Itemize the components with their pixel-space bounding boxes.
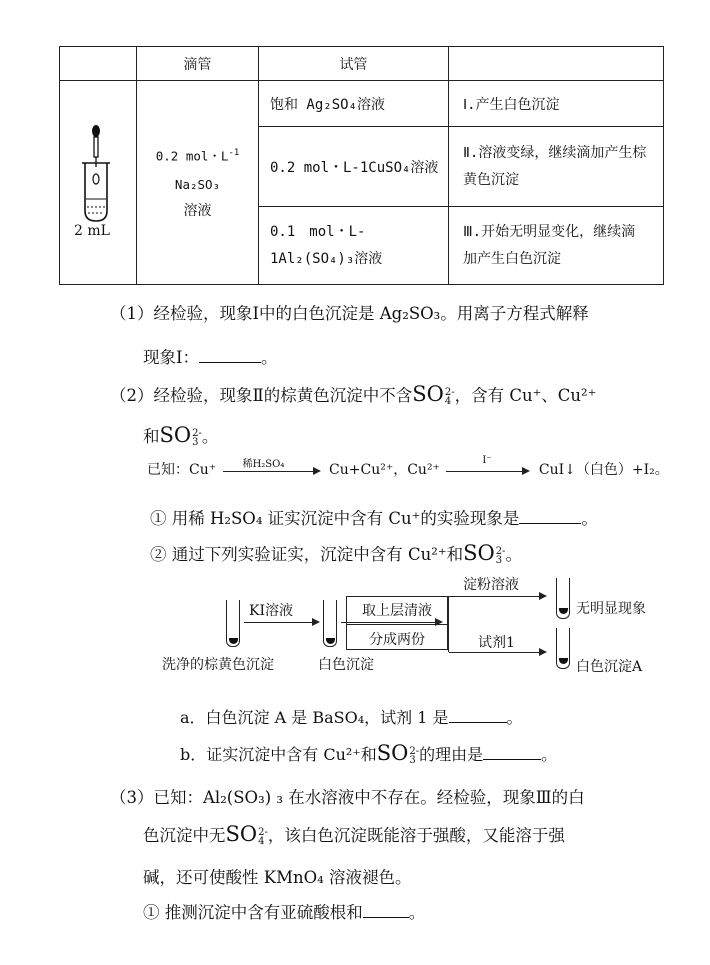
arrow-icon <box>341 622 441 623</box>
starch-label: 淀粉溶液 <box>463 577 519 593</box>
dropper-reagent-formula: Na₂SO₃ <box>174 176 221 192</box>
dropper-concentration: 0.2 mol・L <box>155 148 229 164</box>
q2-b-text: 的理由是 <box>419 745 484 764</box>
q2-line2 <box>143 423 218 447</box>
table-row-phenomenon: Ⅲ.开始无明显变化，继续滴加产生白色沉淀 <box>449 207 664 285</box>
sulfite-charge: 2- 3 <box>495 545 506 566</box>
q3-text: 。 <box>408 903 426 922</box>
q1-label: 现象Ⅰ： <box>143 348 200 367</box>
dropper-concentration-exponent: -1 <box>228 148 240 159</box>
table-row-tube: 饱和 Ag₂SO₄溶液 <box>259 81 449 127</box>
q2-text: 。 <box>506 708 523 727</box>
table-header-cell <box>449 47 664 81</box>
sulfite-ion: SO <box>159 423 192 447</box>
q3-text: 色沉淀中无 <box>143 826 226 845</box>
known-text: CuI↓（白色）+I₂。 <box>538 462 669 478</box>
split-line <box>448 596 449 652</box>
reaction-arrow-1 <box>221 459 325 477</box>
arrow-icon <box>223 471 319 472</box>
apparatus-cell <box>60 81 137 285</box>
sulfate-charge: 2- 4 <box>258 826 268 847</box>
q3-text: ，该白色沉淀既能溶于强酸，又能溶于强 <box>267 826 565 845</box>
table-header-tube: 试管 <box>259 47 449 81</box>
table-row-phenomenon: Ⅰ.产生白色沉淀 <box>449 81 664 127</box>
arrow-icon <box>244 622 318 623</box>
answer-blank[interactable] <box>363 903 409 918</box>
white-precipitate-label: 白色沉淀 <box>318 657 374 673</box>
q2-a-text: a．白色沉淀 A 是 BaSO₄，试剂 1 是 <box>180 708 449 727</box>
q2-sub2 <box>150 541 522 565</box>
dropper-tube-icon <box>60 83 136 283</box>
table-row-tube: 0.2 mol・L-1CuSO₄溶液 <box>259 127 449 207</box>
answer-blank[interactable] <box>199 348 261 363</box>
table-row-phenomenon: Ⅱ.溶液变绿，继续滴加产生棕黄色沉淀 <box>449 127 664 207</box>
q2-sub-a <box>180 705 523 728</box>
experiment-table <box>59 46 664 285</box>
arrow-icon <box>446 471 528 472</box>
q2-text: （2）经检验，现象Ⅱ的棕黄色沉淀中不含 <box>110 386 413 405</box>
sulfite-charge: 2- 3 <box>409 745 420 766</box>
known-text: Cu+Cu²⁺，Cu²⁺ <box>329 462 440 478</box>
separation-box <box>346 596 448 650</box>
q3-line3: 碱，还可使酸性 KMnO₄ 溶液褪色。 <box>143 868 412 887</box>
q2-text: 。 <box>505 545 522 564</box>
start-label: 洗净的棕黄色沉淀 <box>162 657 274 673</box>
known-text: 已知：Cu⁺ <box>147 462 217 478</box>
sulfite-ion: SO <box>463 541 495 565</box>
q2-text: 。 <box>581 509 598 528</box>
table-row-tube: 0.1 mol・L-1Al₂(SO₄)₃溶液 <box>259 207 449 285</box>
answer-blank[interactable] <box>483 745 541 760</box>
dropper-volume-label: 2 mL <box>74 223 110 239</box>
q1-end: 。 <box>261 348 278 367</box>
known-reactions <box>147 455 669 479</box>
reagent1-label: 试剂1 <box>478 635 515 651</box>
dropper-reagent-solution: 溶液 <box>183 202 212 219</box>
dropper-reagent-cell <box>137 81 259 285</box>
arrow-icon <box>449 652 545 653</box>
answer-blank[interactable] <box>449 708 507 723</box>
q2-sub1-text: ① 用稀 H₂SO₄ 证实沉淀中含有 Cu⁺的实验现象是 <box>150 509 520 528</box>
q2-line1 <box>110 382 596 406</box>
sulfate-charge: 2- 4 <box>444 386 455 407</box>
result1-label: 无明显现象 <box>576 601 646 617</box>
q3-line4 <box>143 899 425 923</box>
box-line2: 分成两份 <box>347 624 447 649</box>
answer-blank[interactable] <box>519 509 581 524</box>
q2-sub1 <box>150 505 598 529</box>
arrow-label-2: I⁻ <box>482 455 492 466</box>
q1-line2 <box>143 344 278 368</box>
arrow-label-1: 稀H₂SO₄ <box>242 459 285 470</box>
q2-text: 。 <box>541 745 558 764</box>
sulfite-ion: SO <box>376 741 409 765</box>
q3-sub1-text: ① 推测沉淀中含有亚硫酸根和 <box>143 903 363 922</box>
table-header-dropper: 滴管 <box>137 47 259 81</box>
sulfate-ion: SO <box>412 382 444 406</box>
table-header-cell <box>60 47 137 81</box>
arrow-icon <box>449 596 545 597</box>
q3-line2 <box>143 822 565 846</box>
ki-label: KI溶液 <box>249 603 293 619</box>
reaction-arrow-2 <box>444 455 534 477</box>
q2-text: ，含有 Cu⁺、Cu²⁺ <box>454 386 597 405</box>
q2-text: 和 <box>143 427 160 446</box>
sulfate-ion: SO <box>225 822 258 846</box>
box-line1: 取上层清液 <box>362 603 432 619</box>
q1-line1: （1）经检验，现象Ⅰ中的白色沉淀是 Ag₂SO₃。用离子方程式解释 <box>110 304 589 323</box>
q2-sub-b <box>180 741 557 765</box>
q3-line1: （3）已知：Al₂(SO₃) ₃ 在水溶液中不存在。经检验，现象Ⅲ的白 <box>110 788 585 807</box>
q2-text: 。 <box>201 427 219 446</box>
sulfite-charge: 2- 3 <box>192 427 202 448</box>
result2-label: 白色沉淀A <box>576 659 643 675</box>
q2-sub2-text: ② 通过下列实验证实，沉淀中含有 Cu²⁺和 <box>150 545 464 564</box>
q2-b-text: b．证实沉淀中含有 Cu²⁺和 <box>180 745 377 764</box>
